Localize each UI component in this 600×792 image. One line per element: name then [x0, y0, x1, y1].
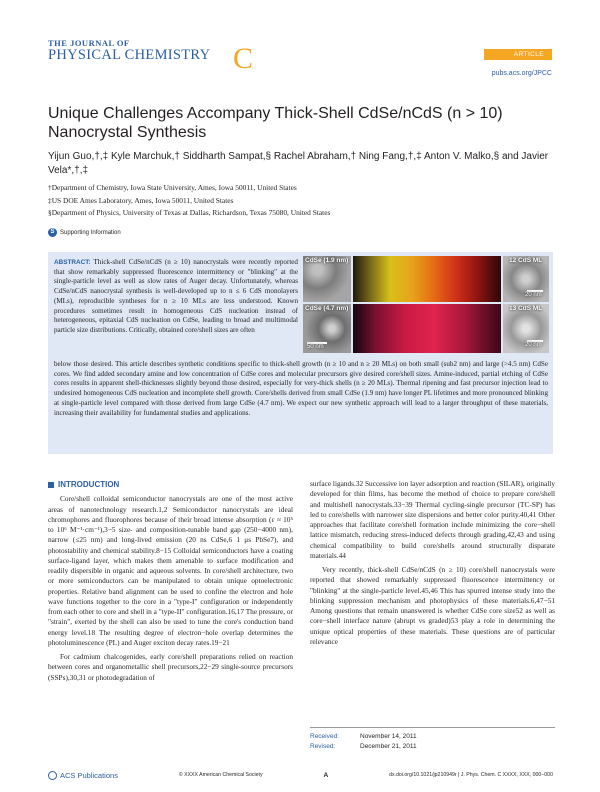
label-small-core: CdSe (1.9 nm): [305, 257, 349, 264]
toc-graphic: [303, 256, 549, 353]
label-large-core: CdSe (4.7 nm): [305, 305, 349, 312]
body-column-right: [310, 479, 555, 647]
article-title: Unique Challenges Accompany Thick-Shell CdSe/nCdS (n > 10) Nanocrystal Synthesis: [48, 105, 503, 141]
vials-photo-large-core: [353, 304, 501, 353]
journal-name-line1: THE JOURNAL OF: [48, 38, 130, 48]
affiliations: [48, 182, 558, 220]
affiliation-ames-lab: ‡US DOE Ames Laboratory, Ames, Iowa 50011, United States: [48, 195, 234, 205]
body-column-left: [48, 480, 293, 683]
received-label: Received:: [310, 733, 339, 740]
journal-c-mark: C: [233, 42, 254, 75]
author-list: Yijun Guo,†,‡ Kyle Marchuk,† Siddharth Sampat,§ Rachel Abraham,† Ning Fang,†,‡ Anton V. Malko,§ and Javier Vela*,†,‡: [48, 151, 549, 176]
abstract-text-top: [54, 258, 298, 336]
revised-label: Revised:: [310, 743, 336, 750]
received-value: November 14, 2011: [360, 733, 417, 740]
vials-photo-small-core: [353, 256, 501, 302]
revised-value: December 21, 2011: [360, 743, 417, 750]
supporting-info-link[interactable]: [48, 228, 121, 237]
intro-paragraph-4: Very recently, thick-shell CdSe/nCdS (n ≥ 10) core/shell nanocrystals were reported that showed remarkably suppressed fluorescence intermittency or "blinking" at the single-particle level.45,46 This has spurred intense study into the blinking suppression mechanism and photophysics of these materials.6,47−51 Among questions that remain unanswered is whether CdSe core size52 as well as core−shell interface nature (abrupt vs graded)53 play a role in determining the unique optical properties of these materials. These questions are of particular relevance: [310, 565, 555, 646]
abstract-label: ABSTRACT:: [54, 259, 91, 266]
acs-logo-icon: [48, 771, 57, 780]
section-heading-introduction: [48, 480, 293, 490]
journal-name-line2: PHYSICAL CHEMISTRY: [48, 47, 211, 63]
supporting-info-icon: S: [48, 228, 57, 237]
intro-paragraph-3: surface ligands.32 Successive ion layer adsorption and reaction (SILAR), originally developed for thin films, has become the method of choice to prepare core/shell and multishell nanocrystals.33−39 Thermal cycling-single precursor (TC-SP) has led to core/shells with narrower size dispersions and better color purity.40,41 Other approaches that facilitate core/shell formation include minimizing the core−shell lattice mismatch, reducing stress-induced defects through grading,42,43 and using chemical compatibility to build core/shells around structurally disparate materials.44: [310, 479, 555, 560]
article-type-badge: ARTICLE: [484, 49, 552, 60]
journal-logo: [48, 38, 254, 75]
page-number: A: [323, 771, 329, 779]
scale-label-right-bottom: 20 nm: [525, 342, 542, 348]
abstract-body-bottom: below those desired. This article describes synthetic conditions specific to thick-shell growth (n ≥ 10 and n ≥ 20 MLs) on both small (sub2 nm) and large (>4.5 nm) CdSe cores. We find added secondary amine and low concentration of CdSe cores and molecular precursors give desired core/shell sizes. Amine-induced, partial etching of CdSe cores results in apparent shell-thicknesses slightly beyond those desired, especially for very-thick shells (n ≥ 20 MLs). Thermal ripening and fast precursor injection lead to undesired homogeneous CdS nucleation and incomplete shell growth. Core/shells derived from small CdSe (1.9 nm) have longer PL lifetimes and more pronounced blinking at single-particle level compared with those derived from large CdSe (4.7 nm). We expect our new synthetic approach will lead to a larger throughput of these materials, increasing their availability for fundamental studies and applications.: [54, 360, 548, 417]
intro-paragraph-2: For cadmium chalcogenides, early core/shell preparations relied on reaction between cores and organometallic shell precursors,22−29 single-source precursors (SSPs),30,31 or photodegradation of: [48, 652, 293, 682]
abstract-body-top: Thick-shell CdSe/nCdS (n ≥ 10) nanocrystals were recently reported that show remarkably suppressed fluorescence intermittency or "blinking" at the single-particle level as well as slow rates of Auger decay. Unfortunately, whereas CdSe/nCdS nanocrystal synthesis is well-developed up to n ≤ 6 CdS monolayers (MLs), reproducible syntheses for n ≥ 10 MLs are less understood. Known procedures sometimes result in homogeneous CdS nucleation instead of heterogeneous, epitaxial CdS nucleation on CdSe, leading to broad and multimodal particle size distributions. Critically, obtained core/shell sizes are often: [54, 258, 298, 334]
label-13-ml: 13 CdS ML: [509, 305, 543, 312]
label-12-ml: 12 CdS ML: [509, 257, 543, 264]
scale-label-right-top: 20 nm: [525, 292, 542, 298]
article-dates: [310, 727, 555, 752]
copyright-notice: © XXXX American Chemical Society: [178, 772, 263, 778]
section-heading-label: INTRODUCTION: [58, 480, 120, 489]
revised-row: [310, 742, 555, 752]
affiliation-ut-dallas: §Department of Physics, University of Texas at Dallas, Richardson, Texas 75080, United States: [48, 208, 331, 217]
page-footer: [48, 768, 553, 782]
doi-citation[interactable]: dx.doi.org/10.1021/jp210949r | J. Phys. Chem. C XXXX, XXX, 000−000: [389, 772, 553, 778]
acs-publications-logo: [48, 771, 118, 780]
supporting-info-label: Supporting Information: [60, 229, 121, 236]
publisher-name: ACS Publications: [60, 770, 118, 780]
intro-paragraph-1: Core/shell colloidal semiconductor nanocrystals are one of the most active areas of nanotechnology research.1,2 Semiconductor nanocrystals are ideal chromophores and fluorophores because of their broad intense absorption (ε ≈ 10⁵ to 10⁶ M⁻¹·cm⁻¹),3−5 size- and composition-tunable band gap (250−4000 nm), narrow (≤25 nm) and long-lived emission (20 ns CdSe,6 1 μs PbSe7), and photostability and chemical stability.8−15 Colloidal semiconductors have a coating surface-ligand layer, which makes them amenable to surface modification and readily dispersible in organic and aqueous solvents. In core/shell architecture, two or more semiconductors can be manipulated to obtain unique optoelectronic properties. Relative band alignment can be used to confine the electron and hole wave functions together to the core in a "type-I" configuration or independently from each other to core and shell in a "type-II" configuration.16,17 The pressure, or "strain", exerted by the shell can also be used to tune the core's conduction band energy level.18 The resulting degree of electron−hole overlap determines the photoluminescence (PL) and Auger exciton decay rates.19−21: [48, 494, 293, 647]
received-row: [310, 732, 555, 742]
section-square-icon: [48, 482, 54, 488]
scale-label-left: 50 nm: [307, 344, 324, 350]
affiliation-iowa-state: †Department of Chemistry, Iowa State University, Ames, Iowa 50011, United States: [48, 183, 297, 192]
journal-url-link[interactable]: pubs.acs.org/JPCC: [491, 70, 552, 77]
